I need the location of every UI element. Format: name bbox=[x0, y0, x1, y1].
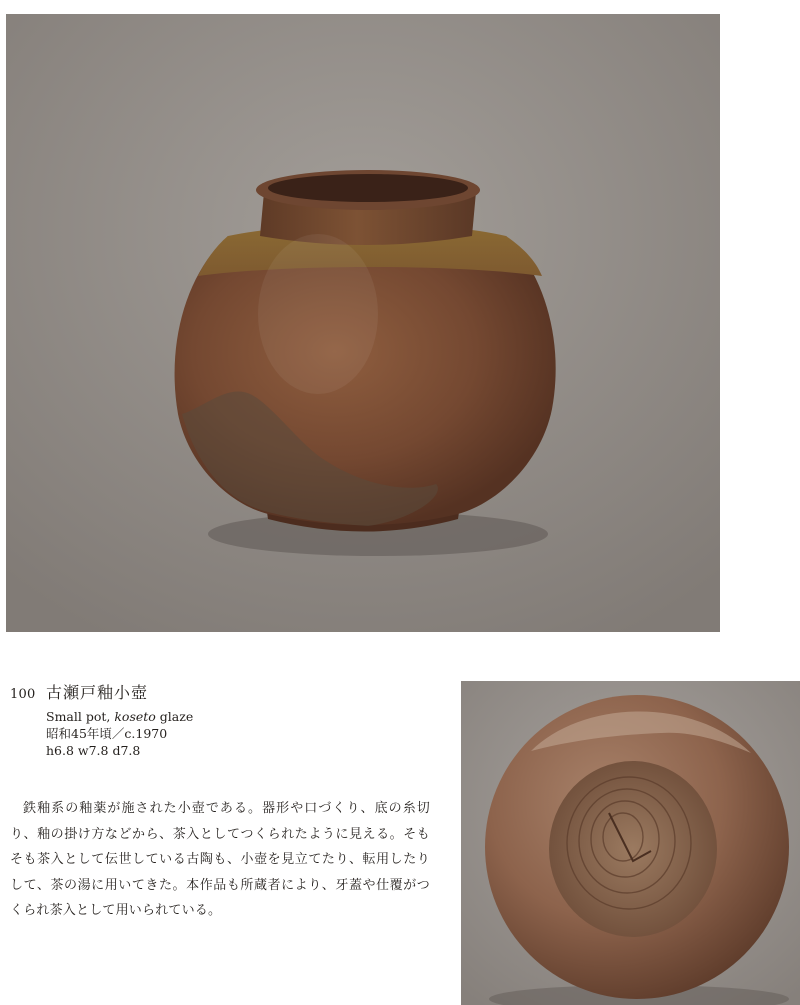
title-english-italic: koseto bbox=[114, 709, 156, 724]
caption-heading bbox=[10, 680, 440, 703]
plate-number: 100 bbox=[10, 687, 36, 702]
title-english-suffix: glaze bbox=[155, 709, 194, 724]
date-line: 昭和45年頃／c.1970 bbox=[46, 726, 168, 741]
dimensions-line: h6.8 w7.8 d7.8 bbox=[46, 743, 141, 758]
pot-side-photo bbox=[6, 14, 720, 632]
title-japanese: 古瀬戸釉小壺 bbox=[46, 683, 149, 702]
title-english bbox=[46, 708, 440, 725]
caption-block bbox=[10, 680, 440, 759]
pot-side-illustration bbox=[6, 14, 720, 632]
description-paragraph: 鉄釉系の釉薬が施された小壺である。器形や口づくり、底の糸切り、釉の掛け方などから、茶入としてつくられたように見える。そもそも茶入として伝世している古陶も、小壺を見立てたり、転用したりして、茶の湯に用いてきた。本作品も所蔵者により、牙蓋や仕覆がつくられ茶入として用いられている。 bbox=[10, 801, 430, 918]
title-english-plain: Small pot, bbox=[46, 709, 115, 724]
pot-base-photo bbox=[461, 681, 800, 1005]
caption-details bbox=[46, 708, 440, 759]
pot-base-illustration bbox=[461, 681, 800, 1005]
